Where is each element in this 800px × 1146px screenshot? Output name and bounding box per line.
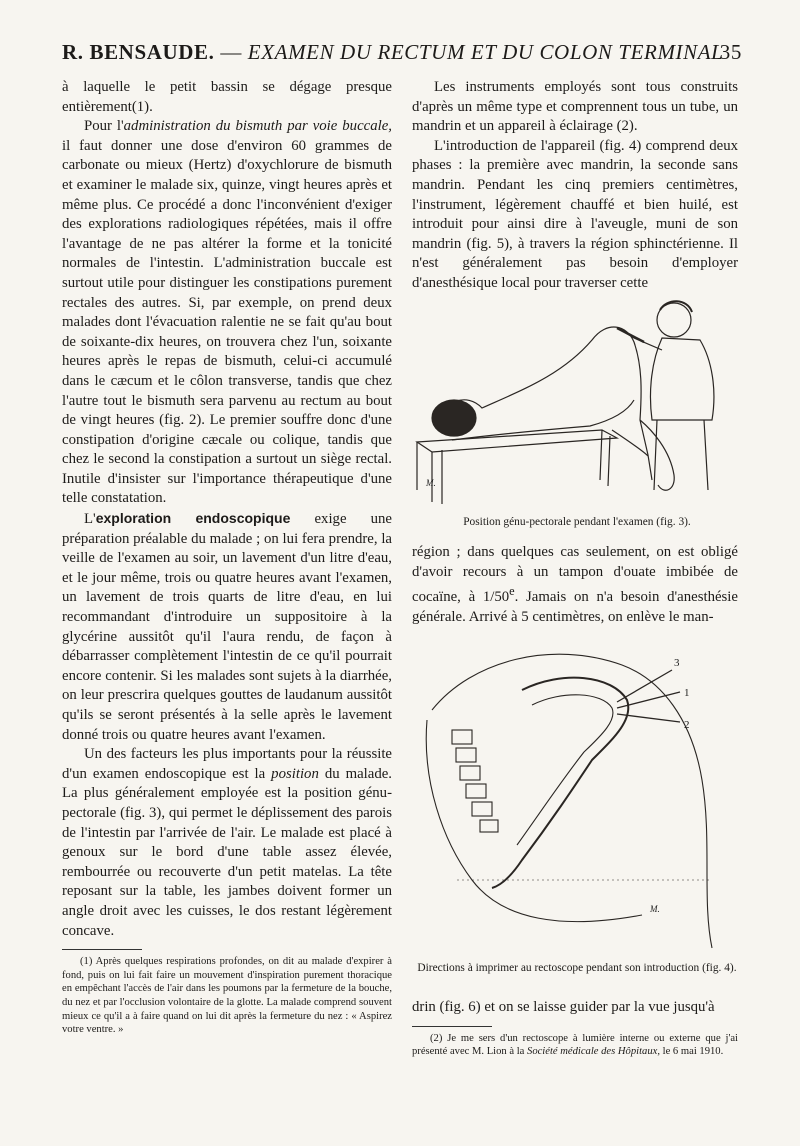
patient-body xyxy=(437,327,652,480)
figure-3-illustration xyxy=(412,280,742,510)
direction-3 xyxy=(617,670,672,702)
left-paragraph-3 xyxy=(62,509,392,745)
footnote-2-rule xyxy=(412,1026,492,1027)
p2-emphasis: administration du bismuth par voie buccale, xyxy=(123,118,392,135)
p4-emphasis: position xyxy=(271,765,319,782)
p4-lead: Un des facteurs les plus importants pour la réussite d'un examen endoscopique est la xyxy=(62,746,392,782)
right-paragraph-3 xyxy=(412,543,738,627)
fn2-emphasis: Société médicale des Hôpitaux, xyxy=(527,1046,660,1058)
figure-3-caption: Position génu-pectorale pendant l'examen (fig. 3). xyxy=(463,516,691,528)
direction-label-1: 1 xyxy=(684,687,690,699)
p2-lead: Pour l' xyxy=(84,118,124,135)
pelvis-outline xyxy=(432,654,712,948)
right-paragraph-1: Les instruments employés sont tous construits d'après un même type et comprennent tous un tube, un mandrin et un appareil à éclairage (2). xyxy=(412,79,738,135)
right-paragraph-4: drin (fig. 6) et on se laisse guider par la vue jusqu'à xyxy=(412,999,715,1015)
p2-rest: il faut donner une dose d'environ 60 grammes de carbonate ou mieux (Hertz) d'oxychlorure de bismuth et examiner le malade six, quinze, vingt heures après et même plus. Ce procédé a donc l'inconvénient d'exiger des explorations radiologiques répétées, mais il offre l'avantage de ne pas altérer la forme et la tonicité normales de l'intestin. L'administration buccale est surtout utile pour distinguer les constipations purement rectales des autres. Si, par exemple, on prend deux malades dont l'évacuation ralentie ne se fait qu'au bout de soixante-dix heures, on trouvera chez l'un, soixante heures après le repas de bismuth, celui-ci accumulé dans le cæcum et le côlon transverse, tandis que chez l'autre tout le bismuth sera parvenu au rectum au bout de vingt heures (fig. 2). Le premier souffre donc d'une constipation d'origine cæcale ou colique, tandis que chez le second la constipation a surtout un siège rectal. Inutile d'insister sur l'importance thérapeutique d'une telle constatation. xyxy=(62,137,392,507)
p3b-text: . Jamais on n'a besoin d'anesthésie générale. Arrivé à 5 centimètres, on enlève le man- xyxy=(412,589,738,625)
p3-superscript: e xyxy=(509,584,515,599)
header-title: EXAMEN DU RECTUM ET DU COLON TERMINAL xyxy=(247,40,724,64)
p3-rest: exige une préparation préalable du malade ; on lui fera prendre, la veille de l'examen au soir, un lavement d'un litre d'eau, et le jour même, trois ou quatre heures avant l'examen, un lavement de trois quarts de litre d'eau, en lui recommandant d'introduire un suppositoire à la glycérine aussitôt qu'il l'aura rendu, de façon à débarrasser complètement l'intestin de ce qu'il pourrait encore contenir. Si les malades sont sujets à la diarrhée, on leur prescrira quelques gouttes de laudanum aussitôt qu'ils se seront présentés à la selle après le lavement donné trois ou quatre heures avant l'examen. xyxy=(62,511,392,743)
running-header xyxy=(62,40,742,70)
footnote-1-text: (1) Après quelques respirations profondes, on dit au malade d'expirer à fond, puis on lui fait faire un mouvement d'inspiration purement thoracique en empêchant l'accès de l'air dans les poumons par la fermeture de la bouche, du nez et par l'occlusion volontaire de la glotte. La malade comprend souvent mieux ce qu'il a à faire quand on lui dit après la fermeture du nez : « Aspirez votre ventre. » xyxy=(62,956,392,1036)
left-paragraph-2 xyxy=(62,117,392,509)
header-author: R. BENSAUDE. xyxy=(62,40,215,64)
right-paragraph-2: L'introduction de l'appareil (fig. 4) comprend deux phases : la première avec mandrin, la seconde sans mandrin. Pendant les cinq premiers centimètres, l'instrument, légèrement chauffé et bien huilé, est introduit pour ainsi dire à l'aveugle, muni de son mandrin (fig. 5), à travers la région sphinctérienne. Il n'est généralement pas besoin d'employer d'anesthésique local pour traverser cette xyxy=(412,137,738,291)
p3-bold-term: exploration endoscopique xyxy=(95,510,291,527)
figure-3-signature: M. xyxy=(426,478,436,488)
fn2-lead: (2) Je me sers d'un rectoscope à lumière interne ou externe que j'ai présenté avec M. Lion à la xyxy=(412,1032,738,1058)
left-column xyxy=(62,78,392,1037)
right-column-end xyxy=(412,998,738,1059)
footnote-1 xyxy=(62,949,392,1037)
footnote-2-text xyxy=(412,1032,738,1059)
p3-lead: L' xyxy=(84,511,96,528)
vertebrae xyxy=(452,730,498,832)
left-paragraph-1: à laquelle le petit bassin se dégage presque entièrement(1). xyxy=(62,79,392,115)
left-paragraph-4 xyxy=(62,745,392,941)
direction-label-2: 2 xyxy=(684,719,690,731)
footnote-rule xyxy=(62,949,142,950)
rectoscope xyxy=(617,328,644,342)
p4-rest: du malade. La plus généralement employée est la position génu-pectorale (fig. 3), qui permet le déplissement des parois de l'intestin par l'arrivée de l'air. Le malade est placé à genoux sur le bord d'une table assez élevée, rembourrée ou recouverte d'un petit matelas. La tête reposant sur la table, les jambes doivent former un angle droit avec les cuisses, le dos restant légèrement concave. xyxy=(62,765,393,939)
figure-4-illustration xyxy=(412,630,742,950)
page-number: 35 xyxy=(719,40,742,64)
rectum xyxy=(492,678,628,888)
right-column-continued xyxy=(412,543,738,627)
fn2-rest: le 6 mai 1910. xyxy=(659,1046,724,1058)
header-dash: — xyxy=(214,40,248,64)
doctor-coat xyxy=(650,338,713,420)
p3a-text: région ; dans quelques cas seulement, on est obligé d'avoir recours à un tampon d'ouate imbibée de cocaïne, à 1/50 xyxy=(412,544,738,606)
right-column xyxy=(412,78,738,294)
direction-label-3: 3 xyxy=(674,657,680,669)
figure-4-signature: M. xyxy=(650,904,660,914)
figure-4-caption: Directions à imprimer au rectoscope pendant son introduction (fig. 4). xyxy=(417,962,737,974)
footnote-2 xyxy=(412,1026,738,1059)
patient-head xyxy=(432,400,476,436)
figure-3 xyxy=(412,280,742,529)
figure-4 xyxy=(412,630,742,975)
